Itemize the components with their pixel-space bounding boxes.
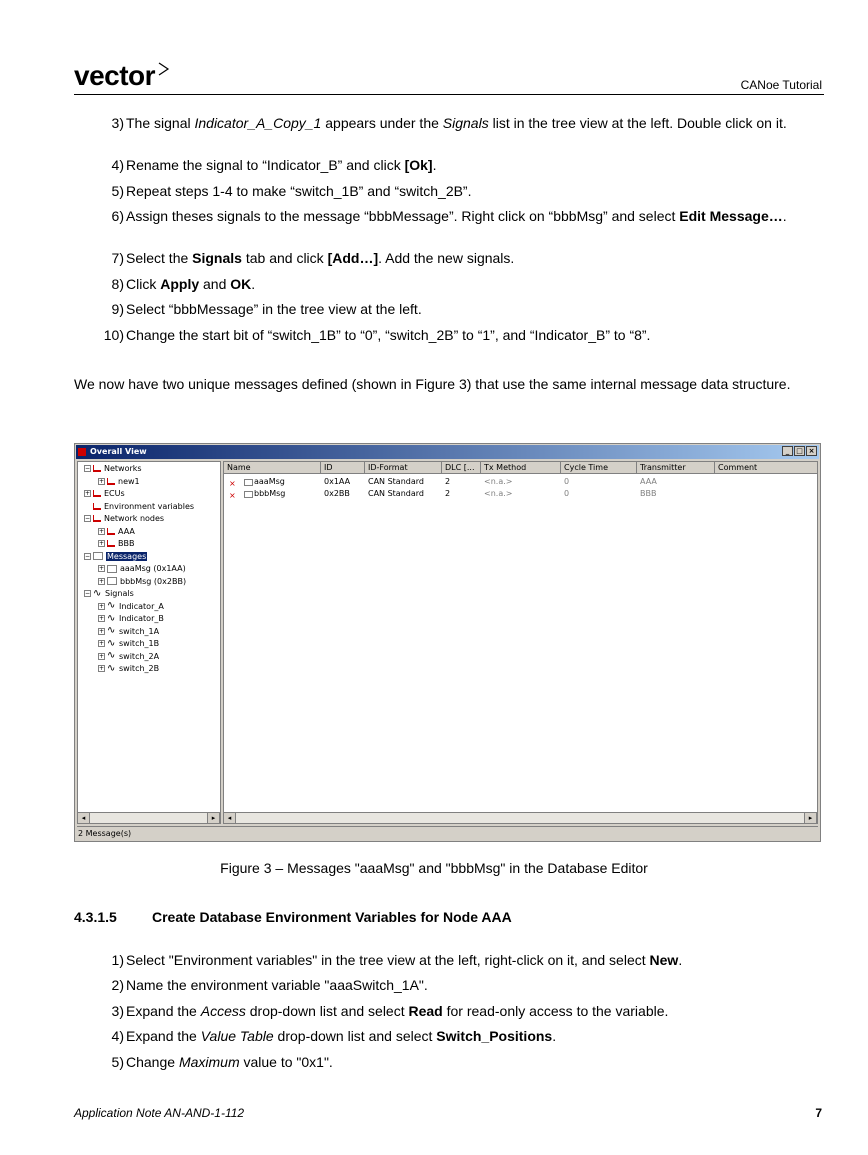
tree-node-label: Environment variables bbox=[104, 501, 195, 511]
expand-icon[interactable]: + bbox=[85, 490, 91, 497]
logo-arrow-icon bbox=[158, 62, 170, 76]
list-item-text bbox=[126, 276, 796, 293]
column-header[interactable]: Name bbox=[224, 462, 321, 474]
text-run: drop-down list and select bbox=[245, 1003, 409, 1019]
collapse-icon[interactable]: − bbox=[85, 590, 91, 597]
text-run: Maximum bbox=[178, 1054, 240, 1070]
ecu-icon bbox=[93, 490, 101, 497]
text-run: OK bbox=[230, 276, 252, 292]
text-run: value to "0x1". bbox=[239, 1054, 333, 1070]
column-header[interactable]: DLC [... bbox=[442, 462, 481, 474]
error-icon: × bbox=[229, 491, 236, 500]
vector-logo: vector bbox=[74, 60, 156, 91]
text-run: . Add the new signals. bbox=[378, 250, 515, 266]
tree-view[interactable] bbox=[77, 461, 221, 813]
text-run: Value Table bbox=[200, 1028, 274, 1044]
table-cell[interactable]: 0x2BB bbox=[324, 489, 350, 498]
footer-doc-id: Application Note AN-AND-1-112 bbox=[74, 1106, 245, 1120]
page-number: 7 bbox=[815, 1106, 822, 1120]
tree-node[interactable] bbox=[84, 513, 164, 525]
signal-icon: ∿ bbox=[107, 637, 116, 649]
column-header[interactable]: Cycle Time bbox=[561, 462, 637, 474]
list-item-number: 4) bbox=[111, 157, 124, 173]
node-icon bbox=[93, 515, 101, 522]
text-run: Rename the signal to “Indicator_B” and click bbox=[126, 157, 405, 173]
column-header[interactable]: ID bbox=[321, 462, 365, 474]
text-run: Access bbox=[200, 1003, 246, 1019]
app-icon bbox=[78, 448, 86, 456]
maximize-button[interactable]: □ bbox=[794, 446, 805, 456]
text-run: . bbox=[552, 1028, 557, 1044]
scroll-right-icon[interactable]: ▸ bbox=[804, 813, 817, 823]
tree-node[interactable] bbox=[98, 651, 159, 663]
text-run: appears under the bbox=[321, 115, 443, 131]
list-item-text bbox=[126, 250, 796, 267]
text-run: tab and click bbox=[241, 250, 328, 266]
table-cell[interactable]: AAA bbox=[640, 477, 657, 486]
minimize-button[interactable]: _ bbox=[782, 446, 793, 456]
table-cell[interactable]: 0x1AA bbox=[324, 477, 351, 486]
scroll-right-icon[interactable]: ▸ bbox=[207, 813, 220, 823]
grid-hscrollbar[interactable] bbox=[223, 812, 818, 824]
text-run: The signal bbox=[126, 115, 195, 131]
table-cell[interactable]: <n.a.> bbox=[484, 477, 513, 486]
list-item-text bbox=[126, 208, 796, 225]
signal-icon: ∿ bbox=[107, 600, 116, 611]
overall-view-window bbox=[74, 443, 821, 842]
list-item-number: 9) bbox=[111, 301, 124, 317]
tree-node-label: Indicator_B bbox=[119, 614, 164, 623]
text-run: . bbox=[251, 276, 256, 292]
table-cell[interactable]: BBB bbox=[640, 489, 657, 498]
scroll-left-icon[interactable]: ◂ bbox=[224, 813, 236, 823]
tree-hscrollbar[interactable] bbox=[77, 812, 221, 824]
tree-node-label: switch_2B bbox=[119, 664, 160, 673]
table-cell[interactable]: 0 bbox=[564, 477, 570, 486]
intro-paragraph: We now have two unique messages defined (shown in Figure 3) that use the same internal message data structure. bbox=[74, 376, 791, 392]
status-bar: 2 Message(s) bbox=[77, 826, 818, 840]
text-run: Select "Environment variables" in the tree view at the left, right-click on it, and select bbox=[126, 952, 650, 968]
table-cell[interactable]: aaaMsg bbox=[254, 477, 285, 486]
expand-icon[interactable]: + bbox=[99, 577, 105, 585]
envvar-icon bbox=[93, 503, 101, 510]
text-run: for read-only access to the variable. bbox=[442, 1003, 669, 1019]
node-icon bbox=[107, 540, 115, 547]
error-icon: × bbox=[229, 479, 236, 488]
tree-node[interactable] bbox=[84, 588, 134, 600]
messages-grid[interactable] bbox=[223, 461, 818, 813]
list-item-text bbox=[126, 1028, 796, 1045]
table-cell[interactable]: CAN Standard bbox=[368, 489, 424, 498]
text-run: Switch_Positions bbox=[436, 1028, 553, 1044]
text-run: [Add…] bbox=[327, 250, 379, 266]
window-title: Overall View bbox=[90, 447, 147, 456]
table-cell[interactable]: <n.a.> bbox=[484, 489, 513, 498]
list-item-text bbox=[126, 952, 796, 969]
text-run: Assign theses signals to the message “bbbMessage”. Right click on “bbbMsg” and select bbox=[126, 208, 680, 224]
text-run: Indicator_A_Copy_1 bbox=[194, 115, 322, 131]
network-icon bbox=[107, 478, 115, 485]
grid-header bbox=[224, 462, 817, 474]
text-run: and bbox=[199, 276, 231, 292]
tree-node-label: Signals bbox=[105, 589, 134, 598]
message-icon bbox=[107, 577, 117, 585]
window-titlebar bbox=[76, 445, 819, 459]
text-run: Expand the bbox=[126, 1003, 201, 1019]
section-heading bbox=[74, 909, 512, 925]
message-icon bbox=[93, 552, 103, 560]
list-item-text bbox=[126, 183, 796, 200]
list-item-number: 5) bbox=[111, 1054, 124, 1070]
text-run: . bbox=[432, 157, 437, 173]
list-item-text bbox=[126, 157, 796, 174]
text-run: Apply bbox=[160, 276, 200, 292]
signal-icon: ∿ bbox=[107, 662, 116, 674]
collapse-icon[interactable]: − bbox=[85, 552, 91, 560]
tree-node[interactable] bbox=[98, 601, 164, 613]
expand-icon[interactable]: + bbox=[99, 527, 105, 535]
tree-node-label: BBB bbox=[118, 539, 135, 548]
node-icon bbox=[107, 528, 115, 535]
signal-icon: ∿ bbox=[107, 625, 116, 636]
table-cell[interactable]: CAN Standard bbox=[368, 477, 424, 486]
tree-node-label: Network nodes bbox=[104, 514, 165, 523]
signal-icon: ∿ bbox=[107, 650, 116, 661]
tree-node[interactable] bbox=[84, 501, 194, 513]
list-item-number: 2) bbox=[111, 977, 124, 993]
text-run: list in the tree view at the left. Double click on it. bbox=[488, 115, 787, 131]
tree-node[interactable] bbox=[98, 638, 159, 650]
list-item-text bbox=[126, 1054, 796, 1071]
text-run: . bbox=[678, 952, 683, 968]
list-item-number: 10) bbox=[103, 327, 124, 343]
tree-node-label: Networks bbox=[104, 464, 142, 473]
list-item-text bbox=[126, 115, 796, 132]
signal-icon: ∿ bbox=[107, 612, 116, 624]
list-item-number: 5) bbox=[111, 183, 124, 199]
column-header[interactable]: Tx Method bbox=[481, 462, 561, 474]
tree-node-label: Messages bbox=[107, 551, 147, 561]
tree-node-label: bbbMsg (0x2BB) bbox=[120, 576, 187, 586]
document-title: CANoe Tutorial bbox=[740, 78, 822, 92]
text-run: . bbox=[782, 208, 787, 224]
table-cell[interactable]: 2 bbox=[445, 477, 451, 486]
text-run: Signals bbox=[192, 250, 242, 266]
text-run: Select the bbox=[126, 250, 193, 266]
expand-icon[interactable]: + bbox=[99, 640, 105, 647]
table-cell[interactable]: bbbMsg bbox=[254, 489, 286, 498]
collapse-icon[interactable]: − bbox=[85, 515, 91, 522]
scroll-left-icon[interactable]: ◂ bbox=[78, 813, 90, 823]
tree-node[interactable] bbox=[98, 613, 164, 625]
tree-node[interactable] bbox=[84, 551, 147, 563]
expand-icon[interactable]: + bbox=[99, 540, 105, 547]
table-cell[interactable]: 2 bbox=[445, 489, 451, 498]
text-run: Click bbox=[126, 276, 161, 292]
tree-node[interactable] bbox=[98, 626, 159, 638]
tree-node[interactable] bbox=[98, 538, 134, 550]
network-icon bbox=[93, 465, 101, 472]
header-rule bbox=[74, 94, 824, 95]
tree-node[interactable] bbox=[98, 526, 135, 538]
text-run: Change bbox=[126, 1054, 179, 1070]
tree-node[interactable] bbox=[98, 476, 140, 488]
list-item-number: 6) bbox=[111, 208, 124, 224]
tree-node[interactable] bbox=[98, 563, 186, 575]
text-run: Change the start bit of “switch_1B” to “0”, “switch_2B” to “1”, and “Indicator_B” to “8”. bbox=[126, 327, 651, 343]
tree-node-label: switch_2A bbox=[119, 651, 160, 661]
text-run: Repeat steps 1-4 to make “switch_1B” and “switch_2B”. bbox=[126, 183, 472, 199]
list-item-text bbox=[126, 977, 796, 994]
tree-node[interactable] bbox=[84, 463, 142, 475]
section-title: Create Database Environment Variables for Node AAA bbox=[152, 909, 512, 925]
list-item-number: 8) bbox=[111, 276, 124, 292]
list-item-text bbox=[126, 327, 796, 344]
tree-node[interactable] bbox=[98, 576, 186, 588]
column-header[interactable]: Comment bbox=[715, 462, 818, 474]
column-header[interactable]: Transmitter bbox=[637, 462, 715, 474]
text-run: Edit Message… bbox=[679, 208, 783, 224]
section-number: 4.3.1.5 bbox=[74, 909, 117, 925]
list-item-text bbox=[126, 1003, 796, 1020]
column-header[interactable]: ID-Format bbox=[365, 462, 442, 474]
tree-node-label: aaaMsg (0x1AA) bbox=[120, 564, 186, 573]
list-item-text bbox=[126, 301, 796, 318]
text-run: Name the environment variable "aaaSwitch_1A". bbox=[126, 977, 428, 993]
list-item-number: 4) bbox=[111, 1028, 124, 1044]
text-run: Select “bbbMessage” in the tree view at the left. bbox=[126, 301, 422, 317]
expand-icon[interactable]: + bbox=[99, 565, 105, 572]
expand-icon[interactable]: + bbox=[99, 665, 105, 672]
signal-icon: ∿ bbox=[93, 587, 102, 599]
list-item-number: 3) bbox=[111, 1003, 124, 1019]
tree-node-label: switch_1B bbox=[119, 639, 160, 648]
tree-node-label: AAA bbox=[118, 526, 135, 536]
text-run: Signals bbox=[442, 115, 489, 131]
expand-icon[interactable]: + bbox=[99, 615, 105, 622]
text-run: Read bbox=[408, 1003, 443, 1019]
tree-node-label: Indicator_A bbox=[119, 601, 164, 611]
text-run: [Ok] bbox=[404, 157, 433, 173]
text-run: drop-down list and select bbox=[273, 1028, 437, 1044]
tree-node[interactable] bbox=[98, 663, 159, 675]
tree-node-label: ECUs bbox=[104, 489, 125, 498]
close-button[interactable]: × bbox=[806, 446, 817, 456]
expand-icon[interactable]: + bbox=[99, 602, 105, 610]
text-run: New bbox=[649, 952, 679, 968]
message-icon bbox=[107, 565, 117, 573]
collapse-icon[interactable]: − bbox=[85, 465, 91, 472]
expand-icon[interactable]: + bbox=[99, 477, 105, 485]
list-item-number: 1) bbox=[111, 952, 124, 968]
tree-node[interactable] bbox=[84, 488, 125, 500]
list-item-number: 7) bbox=[111, 250, 124, 266]
expand-icon[interactable]: + bbox=[99, 627, 105, 635]
expand-icon[interactable]: + bbox=[99, 652, 105, 660]
list-item-number: 3) bbox=[111, 115, 124, 131]
table-cell[interactable]: 0 bbox=[564, 489, 570, 498]
tree-node-label: new1 bbox=[118, 476, 140, 486]
text-run: Expand the bbox=[126, 1028, 201, 1044]
figure-caption: Figure 3 – Messages "aaaMsg" and "bbbMsg" in the Database Editor bbox=[220, 860, 648, 876]
tree-node-label: switch_1A bbox=[119, 626, 160, 636]
